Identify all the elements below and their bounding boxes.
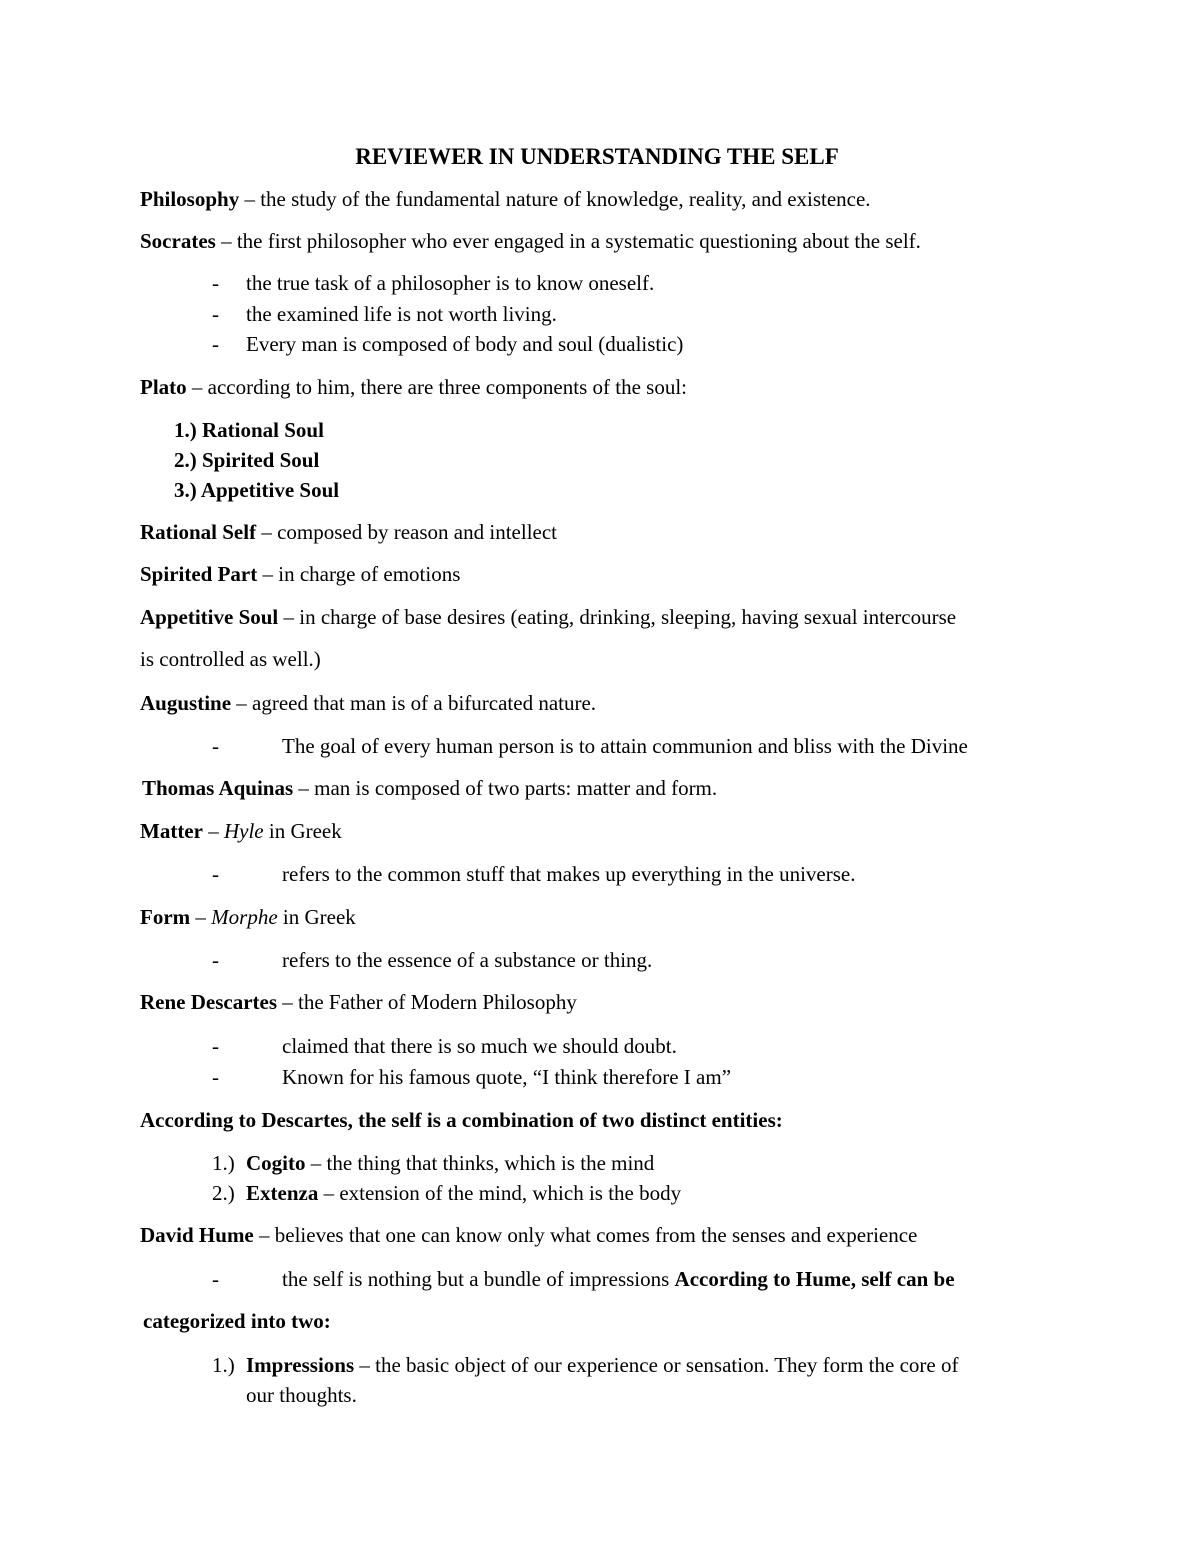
list-item: 2.) Extenza – extension of the mind, which is the body <box>212 1181 682 1205</box>
dash: - <box>212 1034 219 1058</box>
term: Thomas Aquinas <box>142 776 294 800</box>
term: Rational Self <box>140 520 257 544</box>
dash: - <box>212 734 219 758</box>
term: Appetitive Soul <box>140 605 279 629</box>
dash: - <box>212 1065 219 1089</box>
definition: – the study of the fundamental nature of knowledge, reality, and existence. <box>239 187 871 211</box>
dash: - <box>212 1267 219 1291</box>
list-item: - Every man is composed of body and soul (dualistic) <box>212 332 684 356</box>
term: Augustine <box>140 691 232 715</box>
list-item: 3.) Appetitive Soul <box>174 478 340 502</box>
spirited-part-definition <box>140 561 460 587</box>
plato-definition <box>140 374 687 400</box>
definition: – in charge of emotions <box>257 562 461 586</box>
definition-continuation: is controlled as well.) <box>140 647 321 671</box>
term: Socrates <box>140 229 216 253</box>
form-definition: Form – Morphe in Greek <box>140 905 356 929</box>
list-item: - claimed that there is so much we should doubt. <box>212 1034 677 1058</box>
list-item: - The goal of every human person is to attain communion and bliss with the Divine <box>212 734 968 758</box>
definition: – agreed that man is of a bifurcated nature. <box>231 691 597 715</box>
term: Plato <box>140 375 187 399</box>
term: Philosophy <box>140 187 240 211</box>
list-item: - refers to the essence of a substance or thing. <box>212 948 653 972</box>
list-item: - the self is nothing but a bundle of impressions According to Hume, self can be <box>212 1267 955 1291</box>
dash: - <box>212 332 219 356</box>
definition: – the Father of Modern Philosophy <box>277 990 577 1014</box>
dash: - <box>212 302 219 326</box>
definition: – composed by reason and intellect <box>256 520 558 544</box>
term: Impressions <box>246 1353 355 1377</box>
term: David Hume <box>140 1223 254 1247</box>
definition: – believes that one can know only what comes from the senses and experience <box>253 1223 918 1247</box>
list-item: - the examined life is not worth living. <box>212 302 557 326</box>
definition: – the first philosopher who ever engaged in a systematic questioning about the self. <box>215 229 921 253</box>
list-item: 2.) Spirited Soul <box>174 448 320 472</box>
term: Rene Descartes <box>140 990 278 1014</box>
list-item: - the true task of a philosopher is to know oneself. <box>212 271 655 295</box>
list-item: 1.) Impressions – the basic object of our experience or sensation. They form the core of <box>212 1353 959 1377</box>
socrates-definition <box>140 228 921 254</box>
aquinas-definition <box>142 775 717 801</box>
definition: – in charge of base desires (eating, drinking, sleeping, having sexual intercourse <box>278 605 957 629</box>
appetitive-soul-definition <box>140 604 956 630</box>
term: Extenza <box>246 1181 319 1205</box>
rational-self-definition <box>140 519 557 545</box>
hume-heading-continuation: categorized into two: <box>143 1309 331 1333</box>
dash: - <box>212 271 219 295</box>
list-item: 1.) Cogito – the thing that thinks, which is the mind <box>212 1151 655 1175</box>
descartes-heading: According to Descartes, the self is a combination of two distinct entities: <box>140 1108 783 1132</box>
term: Cogito <box>246 1151 306 1175</box>
descartes-definition <box>140 989 577 1015</box>
definition-continuation: our thoughts. <box>246 1383 357 1407</box>
dash: - <box>212 948 219 972</box>
term: Matter <box>140 819 203 843</box>
philosophy-definition <box>140 186 871 212</box>
list-item: - Known for his famous quote, “I think therefore I am” <box>212 1065 732 1089</box>
definition: – man is composed of two parts: matter and form. <box>293 776 718 800</box>
list-item: - refers to the common stuff that makes up everything in the universe. <box>212 862 856 886</box>
page-title: REVIEWER IN UNDERSTANDING THE SELF <box>355 144 839 169</box>
definition: – according to him, there are three components of the soul: <box>186 375 687 399</box>
hume-definition <box>140 1222 917 1248</box>
list-item: 1.) Rational Soul <box>174 418 324 442</box>
dash: - <box>212 862 219 886</box>
matter-definition: Matter – Hyle in Greek <box>140 819 342 843</box>
augustine-definition <box>140 690 596 716</box>
greek-term: Hyle <box>223 819 264 843</box>
greek-term: Morphe <box>211 905 278 929</box>
term: Form <box>140 905 191 929</box>
term: Spirited Part <box>140 562 258 586</box>
